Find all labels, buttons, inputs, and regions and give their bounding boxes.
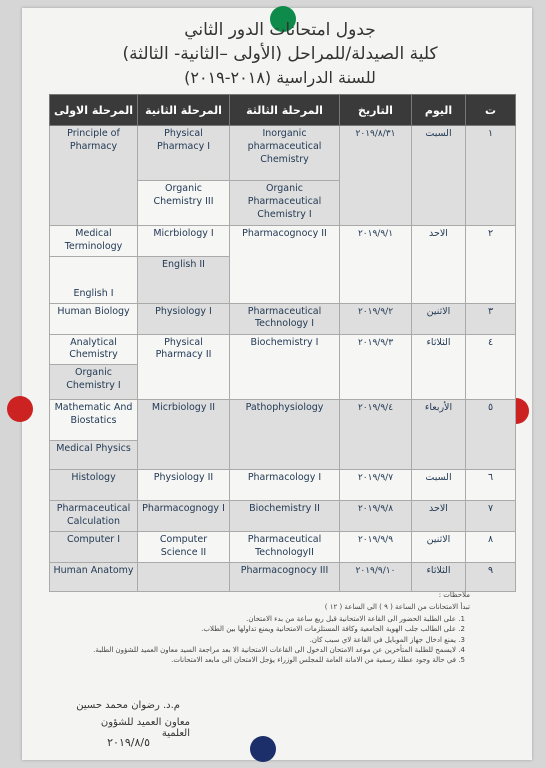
first-stage-exam: Medical Physics: [50, 441, 138, 470]
col-header-number: ت: [466, 95, 516, 126]
row-day: الاثنين: [412, 303, 466, 334]
row-number: ١: [466, 126, 516, 226]
note-item: 2. على الطالب جلب الهوية الجامعية وكافة المستلزمات الامتحانية ويمنع تداولها بين الطلاب.: [70, 624, 456, 634]
third-stage-exam: Pharmacognocy II: [230, 226, 340, 304]
second-stage-exam: Physical Pharmacy I: [138, 126, 230, 181]
row-number: ٤: [466, 334, 516, 400]
row-day: الثلاثاء: [412, 334, 466, 400]
signature-date: ٢٠١٩/٨/٥: [107, 736, 150, 749]
table-row: [50, 400, 516, 441]
col-header-second-stage: المرحلة الثانية: [138, 95, 230, 126]
row-day: الاحد: [412, 226, 466, 304]
first-stage-exam: Medical Terminology: [50, 226, 138, 257]
third-stage-exam: Pharmaceutical TechnologyII: [230, 532, 340, 563]
row-day: الأربعاء: [412, 400, 466, 470]
signatory-title: معاون العميد للشؤون العلمية: [100, 717, 190, 739]
third-stage-exam: Biochemistry I: [230, 334, 340, 400]
row-date: ٢٠١٩/٩/١٠: [340, 563, 412, 592]
col-header-day: اليوم: [412, 95, 466, 126]
table-row: [50, 563, 516, 592]
row-day: السبت: [412, 470, 466, 501]
table-row: [50, 226, 516, 257]
table-row: [50, 501, 516, 532]
first-stage-exam: English I: [50, 256, 138, 303]
first-stage-exam: Human Anatomy: [50, 563, 138, 592]
schedule-title: جدول امتحانات الدور الثاني: [184, 20, 376, 40]
third-stage-exam: Organic Pharmaceutical Chemistry I: [230, 181, 340, 226]
third-stage-exam: Pharmacology I: [230, 470, 340, 501]
note-item: 3. يمنع ادخال جهاز الموبايل في القاعة لاي سبب كان.: [70, 635, 456, 645]
first-stage-exam: Analytical Chemistry: [50, 334, 138, 365]
row-day: السبت: [412, 126, 466, 226]
first-stage-exam: Human Biology: [50, 303, 138, 334]
first-stage-exam: Principle of Pharmacy: [50, 126, 138, 226]
table-header-row: [50, 95, 516, 126]
academic-year-line: للسنة الدراسية (٢٠١٨-٢٠١٩): [184, 68, 376, 87]
second-stage-exam: Physiology II: [138, 470, 230, 501]
first-stage-exam: Pharmaceutical Calculation: [50, 501, 138, 532]
first-stage-exam: Computer I: [50, 532, 138, 563]
table-row: [50, 532, 516, 563]
second-stage-exam: Pharmacognogy I: [138, 501, 230, 532]
col-header-first-stage: المرحلة الاولى: [50, 95, 138, 126]
row-date: ٢٠١٩/٩/٤: [340, 400, 412, 470]
second-stage-exam: Physiology I: [138, 303, 230, 334]
red-pin-icon: [7, 396, 33, 422]
row-number: ٨: [466, 532, 516, 563]
first-stage-exam: Histology: [50, 470, 138, 501]
note-item: 5. في حالة وجود عطلة رسمية من الامانة العامة للمجلس الوزراء يؤجل الامتحان الى مابعد الامتحانات.: [70, 655, 456, 665]
row-day: الاحد: [412, 501, 466, 532]
row-day: الثلاثاء: [412, 563, 466, 592]
col-header-date: التاريخ: [340, 95, 412, 126]
row-day: الاثنين: [412, 532, 466, 563]
second-stage-exam: Micrbiology I: [138, 226, 230, 257]
note-item: 1. على الطلبة الحضور الى القاعة الامتحانية قبل ربع ساعة من بدء الامتحان.: [70, 614, 456, 624]
exam-schedule-table: [49, 94, 516, 592]
blue-pin-icon: [250, 736, 276, 762]
table-row: [50, 126, 516, 181]
table-row: [50, 303, 516, 334]
third-stage-exam: Pathophysiology: [230, 400, 340, 470]
second-stage-exam: Organic Chemistry III: [138, 181, 230, 226]
col-header-third-stage: المرحلة الثالثة: [230, 95, 340, 126]
second-stage-exam: Physical Pharmacy II: [138, 334, 230, 400]
first-stage-exam: Organic Chemistry I: [50, 365, 138, 400]
row-date: ٢٠١٩/٩/٣: [340, 334, 412, 400]
row-number: ٣: [466, 303, 516, 334]
notes-list: [70, 614, 470, 665]
row-number: ٩: [466, 563, 516, 592]
table-row: [50, 334, 516, 365]
row-date: ٢٠١٩/٩/٩: [340, 532, 412, 563]
row-date: ٢٠١٩/٨/٣١: [340, 126, 412, 226]
third-stage-exam: Inorganic pharmaceutical Chemistry: [230, 126, 340, 181]
second-stage-exam: [138, 563, 230, 592]
row-date: ٢٠١٩/٩/٢: [340, 303, 412, 334]
college-stages-line: كلية الصيدلة/للمراحل (الأولى –الثانية- الثالثة): [122, 44, 438, 64]
table-row: [50, 470, 516, 501]
row-number: ٧: [466, 501, 516, 532]
row-date: ٢٠١٩/٩/٧: [340, 470, 412, 501]
second-stage-exam: Computer Science II: [138, 532, 230, 563]
third-stage-exam: Biochemistry II: [230, 501, 340, 532]
signatory-name: م.د. رضوان محمد حسين: [76, 700, 180, 711]
third-stage-exam: Pharmaceutical Technology I: [230, 303, 340, 334]
row-number: ٢: [466, 226, 516, 304]
notes-title: ملاحظات :: [438, 591, 470, 599]
row-number: ٦: [466, 470, 516, 501]
row-number: ٥: [466, 400, 516, 470]
row-date: ٢٠١٩/٩/١: [340, 226, 412, 304]
row-date: ٢٠١٩/٩/٨: [340, 501, 412, 532]
note-item: 4. لايسمح للطلبة المتأخرين عن موعد الامتحان الدخول الى القاعات الامتحانية الا بعد مراجعة السيد معاون العميد للشؤون الطلبة.: [70, 645, 456, 655]
first-stage-exam: Mathematic And Biostatics: [50, 400, 138, 441]
notes-intro: تبدأ الامتحانات من الساعة ( ٩ ) الى الساعة ( ١٢ ): [324, 603, 470, 612]
second-stage-exam: Micrbiology II: [138, 400, 230, 470]
notes-section: [70, 590, 470, 665]
third-stage-exam: Pharmacognocy III: [230, 563, 340, 592]
second-stage-exam: English II: [138, 256, 230, 303]
